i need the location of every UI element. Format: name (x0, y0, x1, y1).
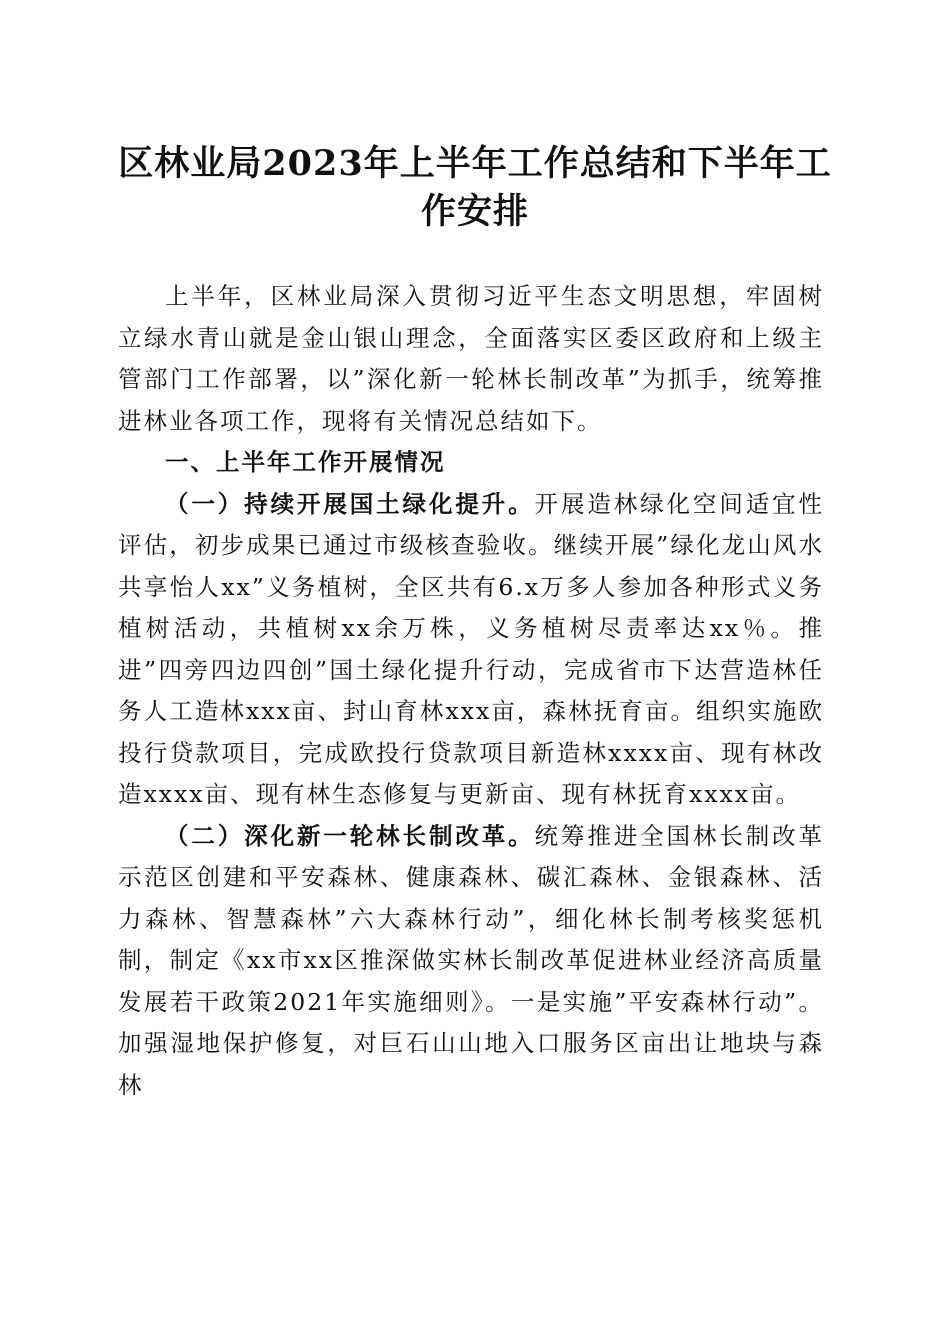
item-1-text: 开展造林绿化空间适宜性评估，初步成果已通过市级核查验收。继续开展”绿化龙山风水共享怡人xx”义务植树，全区共有6.x万多人参加各种形式义务植树活动，共植树xx余万株，义务植树尽责率达xx％。推进”四旁四边四创”国土绿化提升行动，完成省市下达营造林任务人工造林xxx亩、封山育林xxx亩，森林抚育亩。组织实施欧投行贷款项目，完成欧投行贷款项目新造林xxxx亩、现有林改造xxxx亩、现有林生态修复与更新亩、现有林抚育xxxx亩。 (118, 489, 825, 808)
item-2-heading: （二）深化新一轮林长制改革。 (165, 821, 535, 850)
section-heading-1: 一、上半年工作开展情况 (165, 448, 446, 476)
item-1-heading: （一）持续开展国土绿化提升。 (165, 489, 535, 518)
paragraph-item-2 (118, 816, 824, 1107)
intro-paragraph: 上半年，区林业局深入贯彻习近平生态文明思想，牢固树立绿水青山就是金山银山理念，全面落实区委区政府和上级主管部门工作部署，以”深化新一轮林长制改革”为抓手，统筹推进林业各项工作，现将有关情况总结如下。 (118, 282, 824, 435)
item-2-text: 统筹推进全国林长制改革示范区创建和平安森林、健康森林、碳汇森林、金银森林、活力森林、智慧森林”六大森林行动”，细化林长制考核奖惩机制，制定《xx市xx区推深做实林长制改革促进林业经济高质量发展若干政策2021年实施细则》。一是实施”平安森林行动”。加强湿地保护修复，对巨石山山地入口服务区亩出让地块与森林 (118, 821, 825, 1099)
document-body (118, 276, 824, 1106)
document-title: 区林业局2023年上半年工作总结和下半年工作安排 (118, 143, 832, 232)
paragraph-item-1 (118, 484, 824, 816)
